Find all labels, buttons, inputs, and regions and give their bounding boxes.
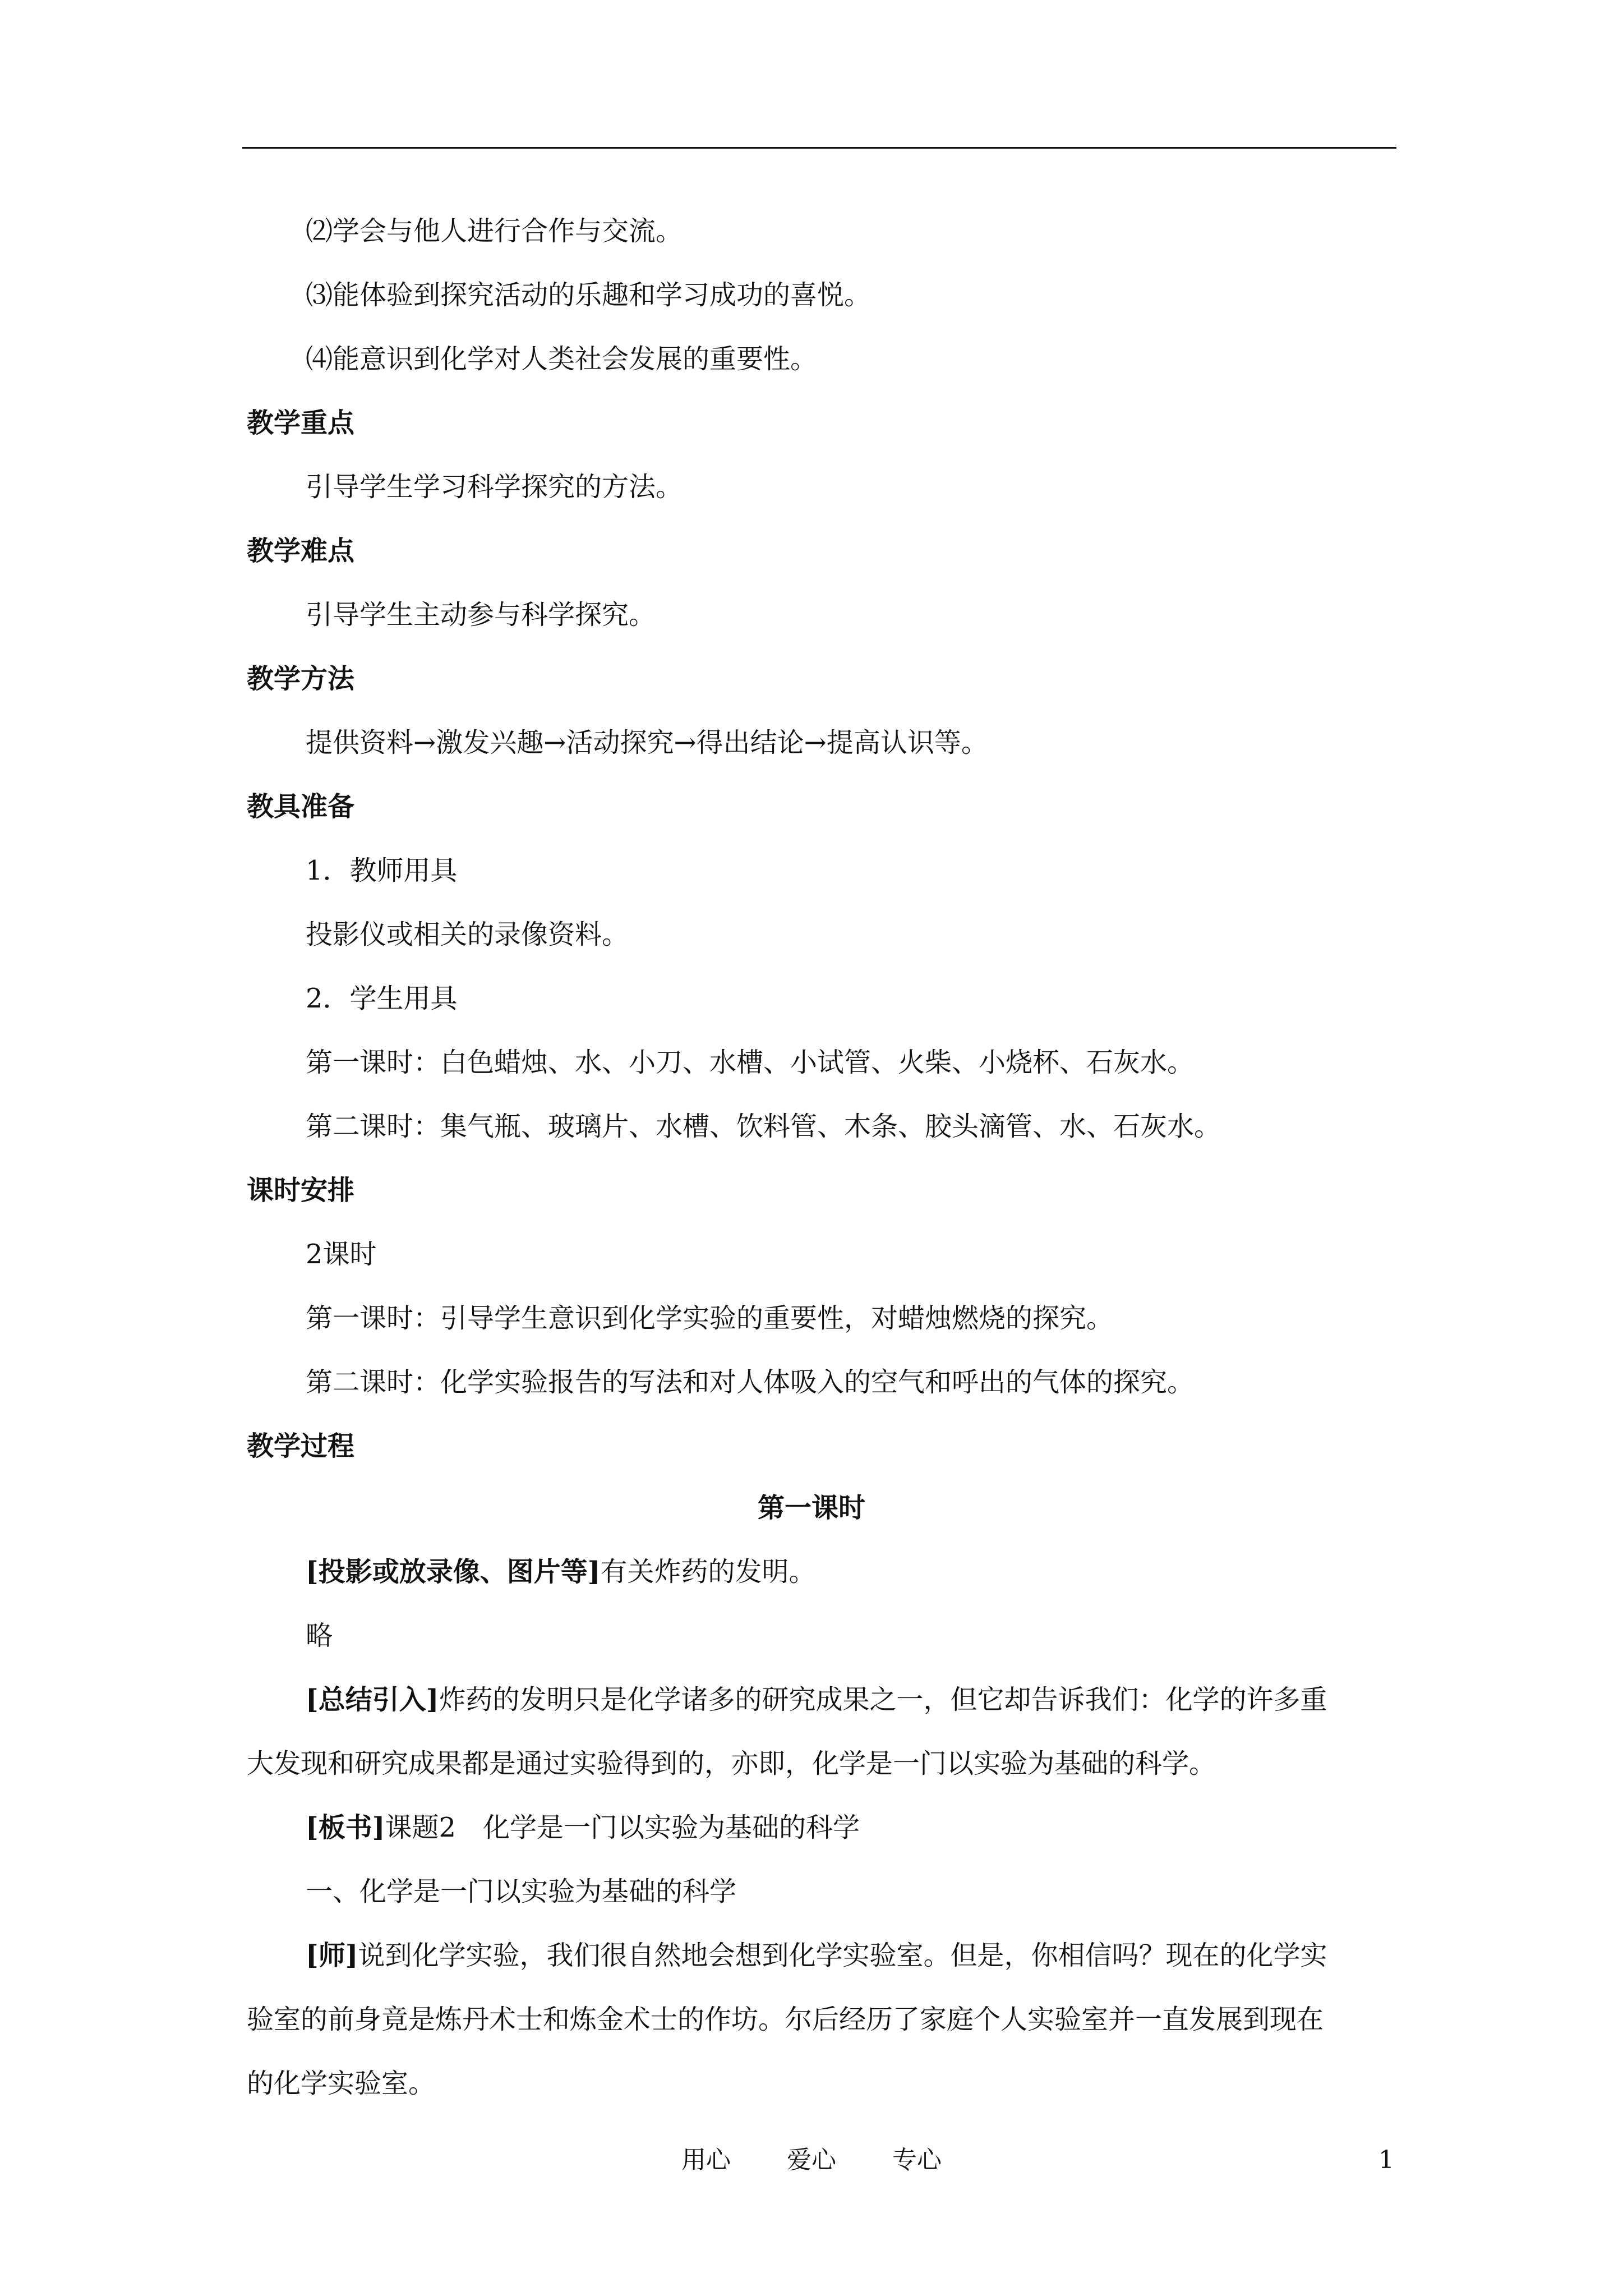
board-tag: [板书] bbox=[306, 1812, 385, 1843]
objective-2: ⑵学会与他人进行合作与交流。 bbox=[306, 215, 683, 247]
summary-text-1: 炸药的发明只是化学诸多的研究成果之一，但它却告诉我们：化学的许多重 bbox=[439, 1684, 1327, 1715]
omitted-text: 略 bbox=[306, 1620, 333, 1651]
schedule-line-1: 第一课时：引导学生意识到化学实验的重要性，对蜡烛燃烧的探究。 bbox=[306, 1303, 1114, 1334]
section-subtitle: 一、化学是一门以实验为基础的科学 bbox=[306, 1876, 737, 1907]
board-text: 课题2 化学是一门以实验为基础的科学 bbox=[385, 1812, 860, 1843]
footer-motto-2: 爱心 bbox=[787, 2146, 836, 2174]
heading-process: 教学过程 bbox=[247, 1430, 355, 1462]
projection-tag: [投影或放录像、图片等] bbox=[306, 1556, 601, 1588]
teacher-text-1: 说到化学实验，我们很自然地会想到化学实验室。但是，你相信吗？现在的化学实 bbox=[358, 1940, 1327, 1971]
teacher-text-2: 验室的前身竟是炼丹术士和炼金术士的作坊。尔后经历了家庭个人实验室并一直发展到现在 bbox=[247, 2004, 1324, 2035]
prep-teacher-label: 1．教师用具 bbox=[306, 855, 458, 886]
teacher-tag: [师] bbox=[306, 1940, 358, 1971]
teacher-paragraph-line-1 bbox=[306, 1939, 1327, 1972]
heading-method: 教学方法 bbox=[247, 663, 355, 694]
board-paragraph bbox=[306, 1811, 860, 1844]
teacher-text-3: 的化学实验室。 bbox=[247, 2068, 436, 2099]
footer-motto-1: 用心 bbox=[681, 2146, 731, 2174]
schedule-count: 2课时 bbox=[306, 1239, 377, 1270]
key-point-text: 引导学生学习科学探究的方法。 bbox=[306, 471, 683, 503]
method-text: 提供资料→激发兴趣→活动探究→得出结论→提高认识等。 bbox=[306, 727, 988, 758]
heading-difficulty: 教学难点 bbox=[247, 535, 355, 567]
prep-student-line-2: 第二课时：集气瓶、玻璃片、水槽、饮料管、木条、胶头滴管、水、石灰水。 bbox=[306, 1111, 1221, 1142]
page-number: 1 bbox=[1378, 2146, 1394, 2174]
footer-motto bbox=[681, 2145, 942, 2176]
prep-teacher-text: 投影仪或相关的录像资料。 bbox=[306, 919, 629, 950]
summary-tag: [总结引入] bbox=[306, 1684, 439, 1715]
heading-schedule: 课时安排 bbox=[247, 1175, 355, 1206]
projection-paragraph bbox=[306, 1555, 815, 1589]
summary-text-2: 大发现和研究成果都是通过实验得到的，亦即，化学是一门以实验为基础的科学。 bbox=[247, 1748, 1216, 1779]
schedule-line-2: 第二课时：化学实验报告的写法和对人体吸入的空气和呼出的气体的探究。 bbox=[306, 1366, 1195, 1398]
heading-prep: 教具准备 bbox=[247, 791, 355, 822]
prep-student-label: 2．学生用具 bbox=[306, 983, 458, 1014]
heading-key-point: 教学重点 bbox=[247, 407, 355, 439]
objective-4: ⑷能意识到化学对人类社会发展的重要性。 bbox=[306, 343, 818, 375]
header-rule bbox=[242, 147, 1396, 149]
projection-text: 有关炸药的发明。 bbox=[600, 1556, 816, 1588]
lesson-title: 第一课时 bbox=[757, 1492, 865, 1524]
difficulty-text: 引导学生主动参与科学探究。 bbox=[306, 599, 656, 631]
summary-paragraph-line-1 bbox=[306, 1683, 1327, 1717]
objective-3: ⑶能体验到探究活动的乐趣和学习成功的喜悦。 bbox=[306, 279, 872, 311]
prep-student-line-1: 第一课时：白色蜡烛、水、小刀、水槽、小试管、火柴、小烧杯、石灰水。 bbox=[306, 1047, 1195, 1078]
footer-motto-3: 专心 bbox=[892, 2146, 942, 2174]
